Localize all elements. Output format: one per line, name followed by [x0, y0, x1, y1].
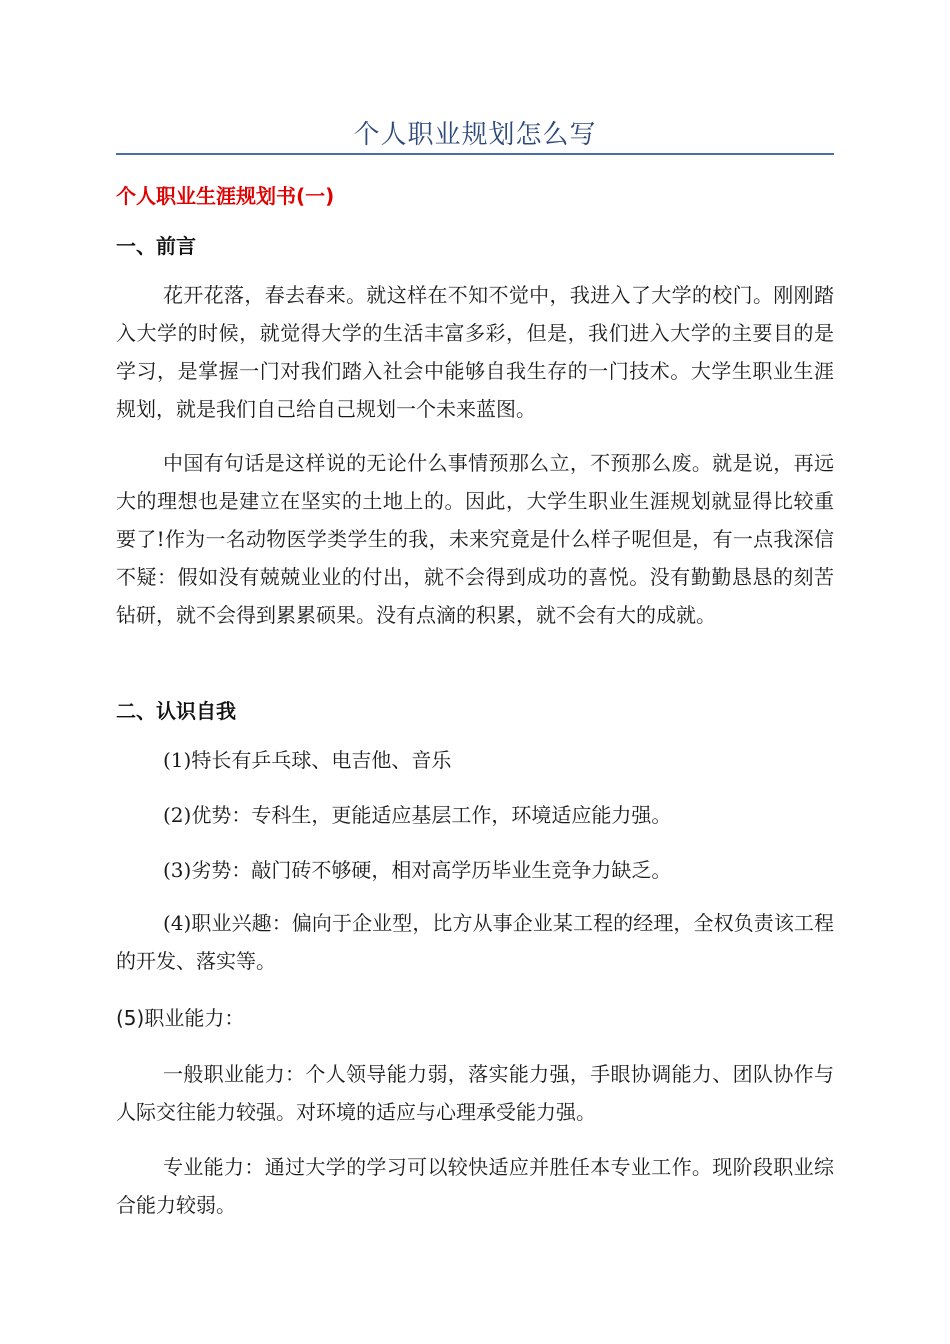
list-item-specialty: (1)特长有乒乓球、电吉他、音乐 — [163, 748, 452, 772]
paragraph-preface-1: 花开花落，春去春来。就这样在不知不觉中，我进入了大学的校门。刚刚踏入大学的时候，就觉得大学的生活丰富多彩，但是，我们进入大学的主要目的是学习，是掌握一门对我们踏入社会中能够自我生存的一门技术。大学生职业生涯规划，就是我们自己给自己规划一个未来蓝图。 — [116, 283, 834, 421]
ability-label: 职业能力： — [144, 1006, 245, 1030]
list-item-interests: (4)职业兴趣：偏向于企业型，比方从事企业某工程的经理，全权负责该工程的开发、落实等。 — [116, 911, 834, 973]
document-title: 个人职业规划怎么写 — [353, 120, 597, 150]
list-item-weaknesses: (3)劣势：敲门砖不够硬，相对高学历毕业生竞争力缺乏。 — [163, 858, 672, 882]
section-title: 个人职业生涯规划书(一) — [116, 184, 335, 208]
ability-heading — [116, 1002, 244, 1031]
ability-number: (5) — [116, 1006, 145, 1030]
paragraph-general-ability: 一般职业能力：个人领导能力弱，落实能力强，手眼协调能力、团队协作与人际交往能力较强。对环境的适应与心理承受能力强。 — [116, 1062, 834, 1124]
paragraph-preface-2: 中国有句话是这样说的无论什么事情预那么立，不预那么废。就是说，再远大的理想也是建立在坚实的土地上的。因此，大学生职业生涯规划就显得比较重要了!作为一名动物医学类学生的我，未来究竟是什么样子呢但是，有一点我深信不疑：假如没有兢兢业业的付出，就不会得到成功的喜悦。没有勤勤恳恳的刻苦钻研，就不会得到累累硕果。没有点滴的积累，就不会有大的成就。 — [116, 451, 834, 627]
paragraph-professional-ability: 专业能力：通过大学的学习可以较快适应并胜任本专业工作。现阶段职业综合能力较弱。 — [116, 1155, 834, 1217]
heading-preface: 一、前言 — [116, 234, 196, 258]
list-item-strengths: (2)优势：专科生，更能适应基层工作，环境适应能力强。 — [163, 803, 672, 827]
title-underline — [116, 153, 834, 155]
heading-self-awareness: 二、认识自我 — [116, 699, 236, 723]
